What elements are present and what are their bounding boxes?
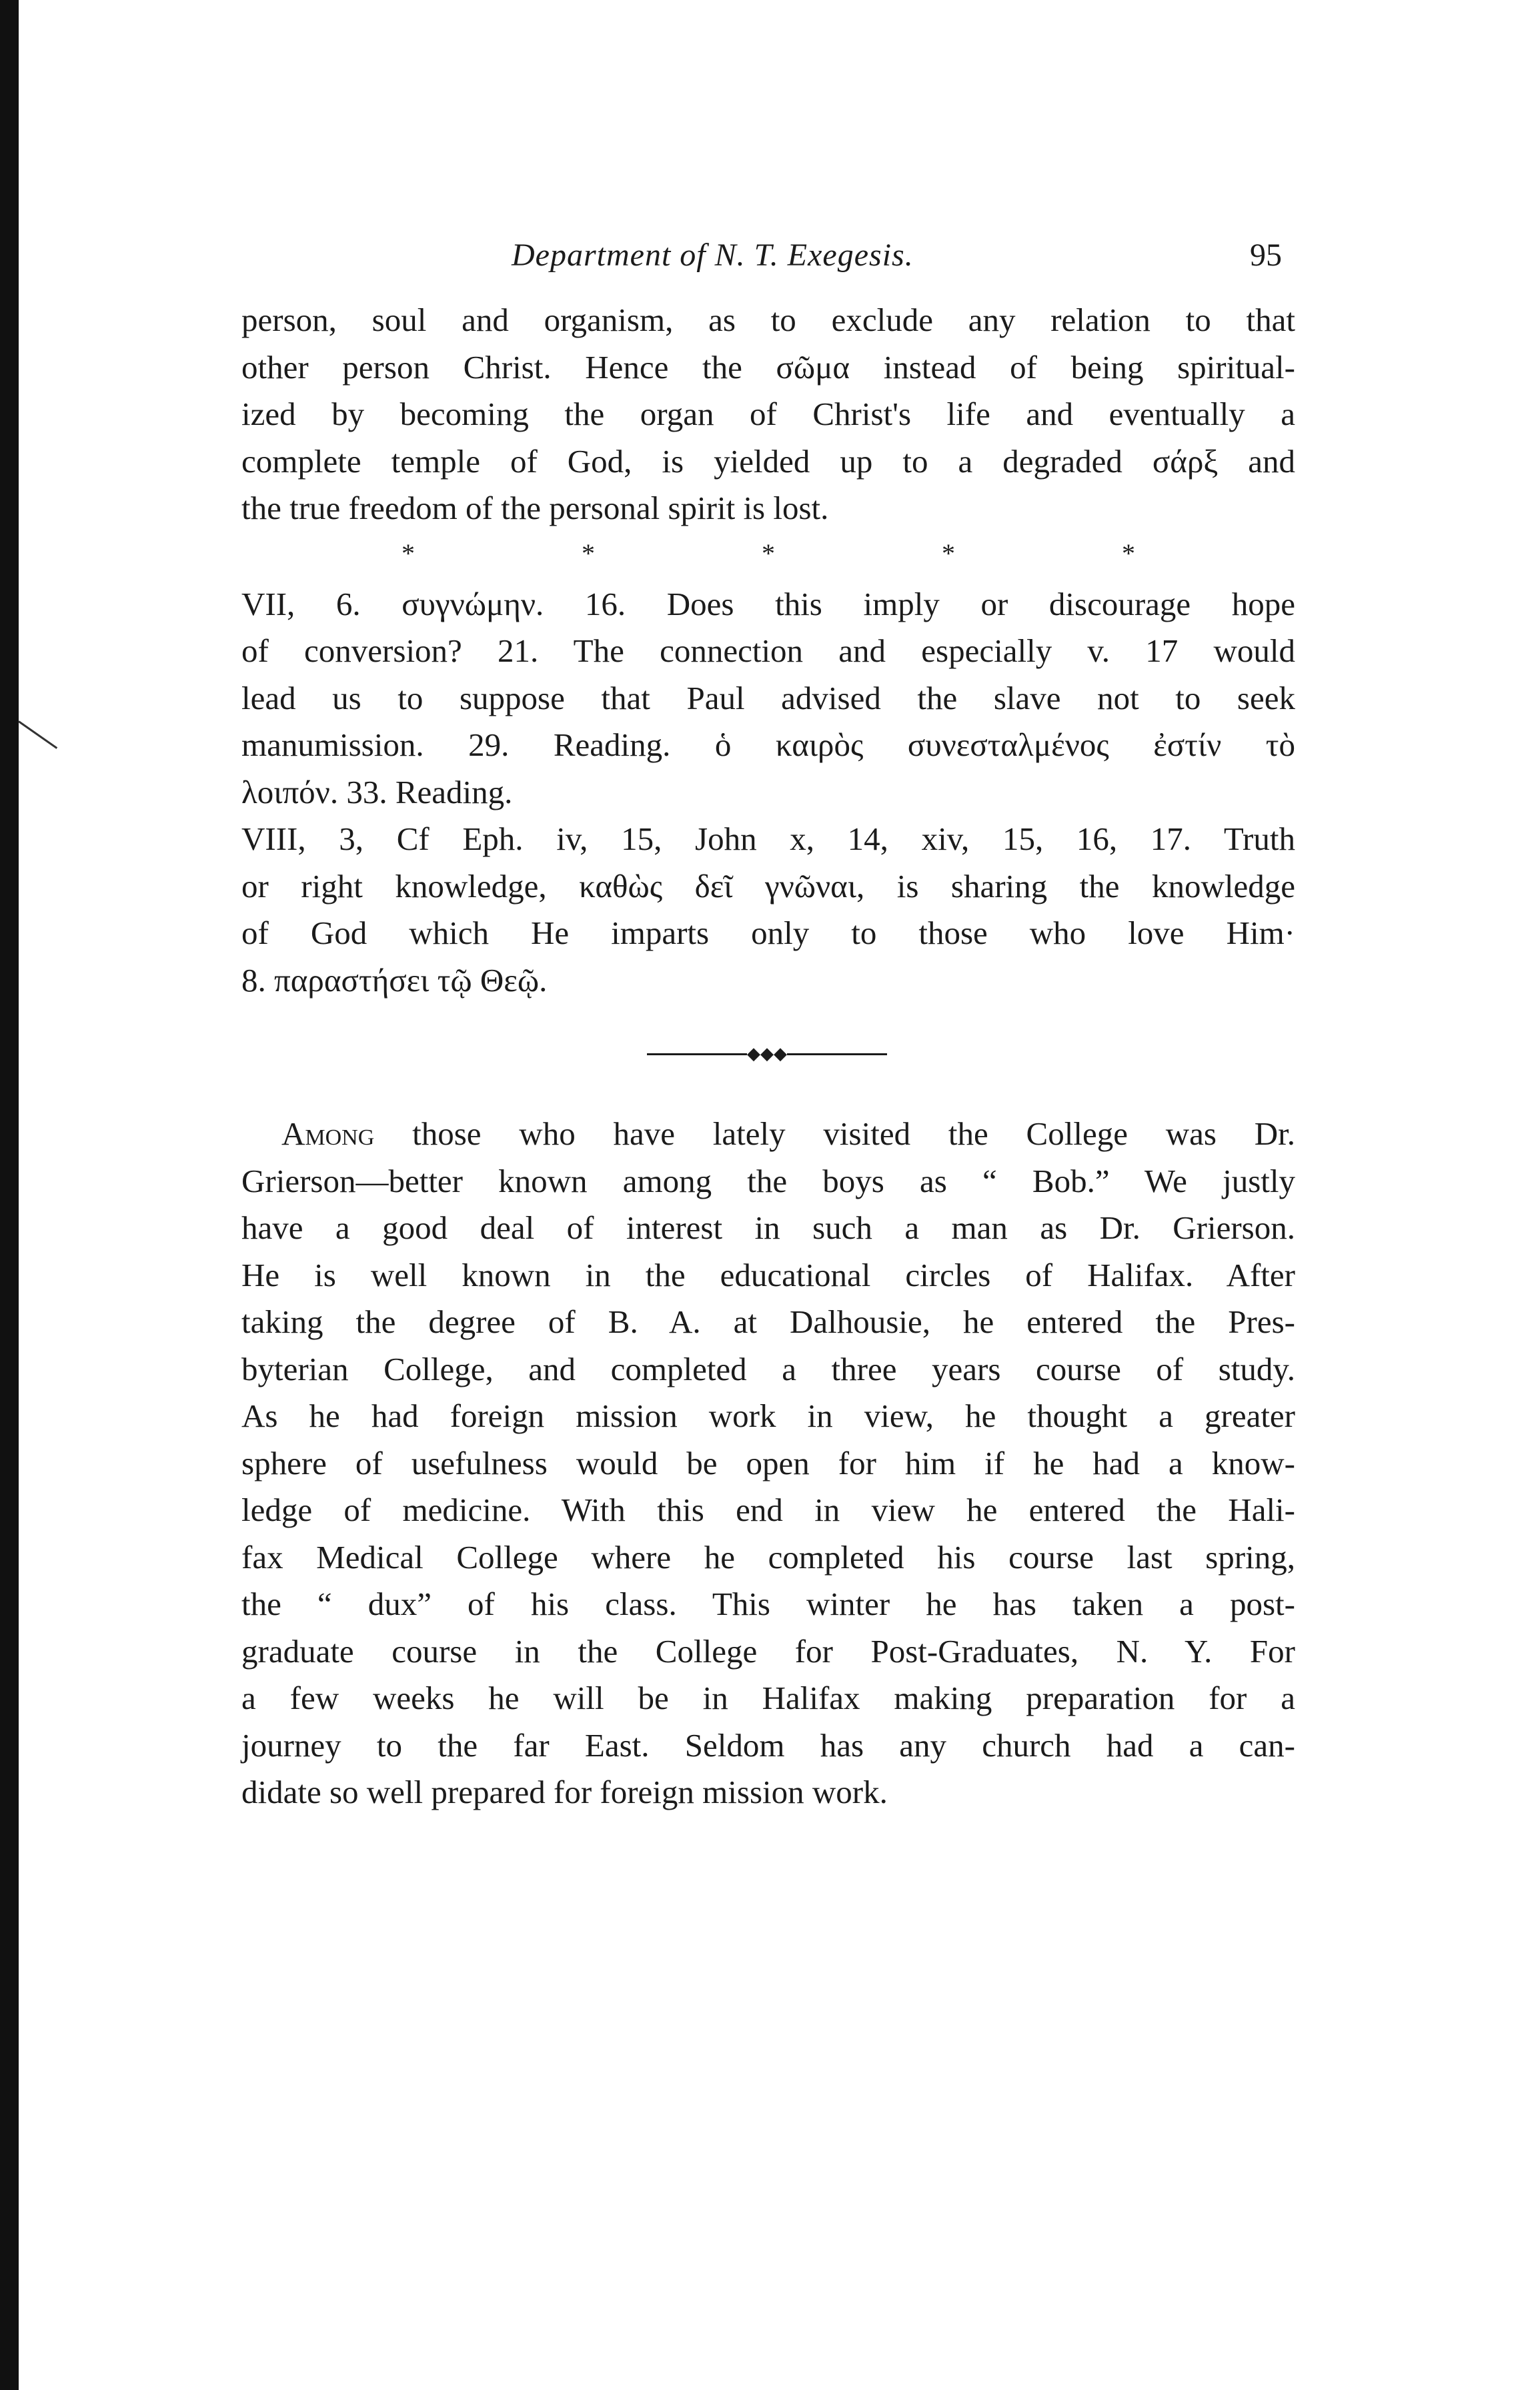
text-line: of conversion? 21. The connection and especially v. 17 would: [241, 632, 1295, 669]
exegesis-notes: [241, 581, 1295, 1005]
text-line: 8. παραστήσει τῷ Θεῷ.: [241, 961, 548, 999]
asterisk: *: [942, 538, 955, 568]
asterisk: *: [402, 538, 415, 568]
asterisk: *: [582, 538, 595, 568]
document-page: [241, 237, 1295, 1816]
text-line-first: [241, 1111, 1295, 1158]
text-line: byterian College, and completed a three years course of study.: [241, 1350, 1295, 1387]
ornament-icon: ◆◆◆: [747, 1044, 787, 1064]
text-line: taking the degree of B. A. at Dalhousie, he entered the Pres-: [241, 1303, 1295, 1340]
text-line: the “ dux” of his class. This winter he has taken a post-: [241, 1586, 1295, 1622]
text-line: didate so well prepared for foreign mission work.: [241, 1774, 888, 1810]
opening-smallcaps: Among: [281, 1115, 375, 1152]
text-line: VII, 6. συγνώμην. 16. Does this imply or discourage hope: [241, 585, 1295, 622]
asterism-divider: [402, 538, 1135, 569]
asterisk: *: [762, 538, 775, 568]
first-line-rest: those who have lately visited the College was Dr.: [374, 1115, 1295, 1152]
edge-mark: [18, 720, 57, 749]
running-title: Department of N. T. Exegesis.: [512, 237, 914, 273]
text-line: VIII, 3, Cf Eph. iv, 15, John x, 14, xiv, 15, 16, 17. Truth: [241, 820, 1295, 857]
text-line: fax Medical College where he completed his course last spring,: [241, 1538, 1295, 1576]
text-line: or right knowledge, καθὼς δεῖ γνῶναι, is sharing the knowledge: [241, 867, 1295, 905]
text-line: λοιπόν. 33. Reading.: [241, 773, 513, 810]
rule-line-right: [787, 1053, 887, 1055]
text-line: other person Christ. Hence the σῶμα instead of being spiritual-: [241, 348, 1295, 386]
text-line: sphere of usefulness would be open for him if he had a know-: [241, 1444, 1295, 1481]
rule-line-left: [647, 1053, 747, 1055]
running-head: [241, 237, 1295, 283]
text-line: manumission. 29. Reading. ὁ καιρὸς συνεσταλμένος ἐστίν τὸ: [241, 726, 1295, 763]
asterisk: *: [1122, 538, 1135, 568]
text-line: the true freedom of the personal spirit is lost.: [241, 490, 829, 526]
text-line: lead us to suppose that Paul advised the slave not to seek: [241, 679, 1295, 716]
text-line: have a good deal of interest in such a man as Dr. Grierson.: [241, 1209, 1295, 1246]
text-line: As he had foreign mission work in view, he thought a greater: [241, 1397, 1295, 1434]
text-line: He is well known in the educational circles of Halifax. After: [241, 1256, 1295, 1293]
paragraph-grierson: [241, 1111, 1295, 1816]
page-binding-edge: [0, 0, 19, 2390]
text-line: ized by becoming the organ of Christ's life and eventually a: [241, 396, 1295, 432]
section-ornament-rule: [647, 1044, 887, 1064]
text-line: person, soul and organism, as to exclude any relation to that: [241, 302, 1295, 338]
text-line: a few weeks he will be in Halifax making preparation for a: [241, 1680, 1295, 1716]
text-line: graduate course in the College for Post-Graduates, N. Y. For: [241, 1632, 1295, 1670]
text-line: complete temple of God, is yielded up to a degraded σάρξ and: [241, 442, 1295, 480]
text-line: ledge of medicine. With this end in view he entered the Hali-: [241, 1491, 1295, 1528]
text-line: Grierson—better known among the boys as “ Bob.” We justly: [241, 1162, 1295, 1199]
text-line: of God which He imparts only to those who love Him·: [241, 915, 1295, 951]
paragraph-person-soul: [241, 297, 1295, 532]
page-number: 95: [1250, 237, 1282, 273]
text-line: journey to the far East. Seldom has any church had a can-: [241, 1726, 1295, 1764]
